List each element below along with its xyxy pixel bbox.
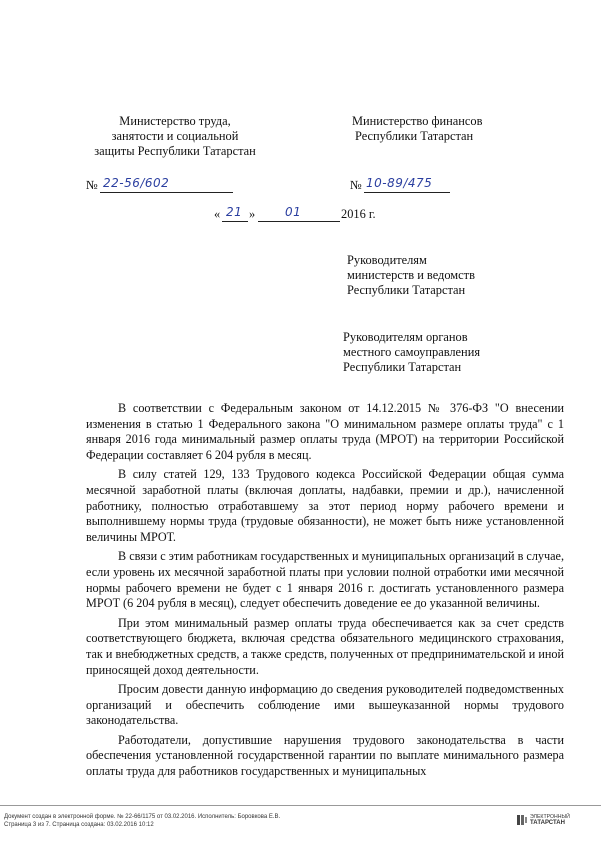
sender-left-line2: занятости и социальной [111,129,239,143]
sender-left-block [80,114,270,159]
right-number-underline [364,192,450,193]
addressee-1-line2: министерств и ведомств [347,268,475,282]
date-open-quote: « [214,207,221,221]
sender-right-block [352,114,552,144]
body-paragraph-4: При этом минимальный размер оплаты труда обеспечивается как за счет средств соответствующего бюджета, включая средства обязательного медицинского страхования, так и внебюджетных средств, а также средств, полученных от предпринимательской и иной приносящей доход деятельности. [86,615,564,677]
addressee-2 [343,330,563,375]
body-paragraph-1: В соответствии с Федеральным законом от 14.12.2015 № 376-ФЗ "О внесении изменения в статью 1 Федерального закона "О минимальном размере оплаты труда" с 1 января 2016 года минимальный размер оплаты труда (МРОТ) на территории Российской Федерации составляет 6 204 рубля в месяц. [86,401,564,462]
addressee-2-line3: Республики Татарстан [343,360,462,374]
date-year: 2016 г. [341,207,376,221]
date-day-underline [222,221,248,222]
sender-right-line2: Республики Татарстан [355,129,474,143]
logo-line2: ТАТАРСТАН [530,820,565,826]
left-number-underline [100,192,233,193]
sender-right-line1: Министерство финансов [352,114,483,128]
right-number-handwritten: 10-89/475 [366,176,433,190]
body-paragraph-6: Работодатели, допустившие нарушения трудового законодательства в части обеспечения установленной государственной гарантии по выплате минимального размера оплаты труда для работников государственных и муниципальных [86,732,564,779]
date-month-handwritten: 01 [285,205,302,219]
date-day-handwritten: 21 [226,205,243,219]
addressee-2-line1: Руководителям органов [343,330,468,344]
sender-left-line1: Министерство труда, [119,114,231,128]
left-number-prefix: № [86,178,98,192]
logo-line1: ЭЛЕКТРОННЫЙ [530,814,570,820]
footer-meta [4,813,280,829]
right-number-prefix: № [350,178,362,192]
addressee-1 [347,253,567,298]
date-month-underline [258,221,340,222]
footer-line2: Страница 3 из 7. Страница создана: 03.02.2016 10:12 [4,822,154,828]
addressee-2-line2: местного самоуправления [343,345,481,359]
letter-body [86,401,564,784]
footer-line1: Документ создан в электронной форме. № 22-66/1175 от 03.02.2016. Исполнитель: Боровкова Е.В. [4,814,281,820]
sender-left-line3: защиты Республики Татарстан [94,144,256,158]
date-close-quote: » [249,207,256,221]
footer-divider [0,805,601,806]
left-number-handwritten: 22-56/602 [103,176,170,190]
addressee-1-line3: Республики Татарстан [347,283,466,297]
addressee-1-line1: Руководителям [347,253,427,267]
logo-text [530,814,570,826]
body-paragraph-5: Просим довести данную информацию до сведения руководителей подведомственных организаций и обеспечить соблюдение ими вышеуказанной нормы трудового законодательства. [86,682,564,728]
body-paragraph-3: В связи с этим работникам государственных и муниципальных организаций в случае, если уровень их месячной заработной платы при условии полной отработки ими месячной нормы рабочего времени не будет с 1 января 2016 г. достигать установленного размера МРОТ (6 204 рубля в месяц), следует обеспечить доведение ее до указанной величины. [86,549,564,611]
body-paragraph-2: В силу статей 129, 133 Трудового кодекса Российской Федерации общая сумма месячной заработной платы (включая доплаты, надбавки, премии и др.), начисленной работнику, полностью отработавшему за этот период норму рабочего времени и выполнившему нормы труда (трудовые обязанности), не может быть ниже установленной величины МРОТ. [86,467,564,544]
